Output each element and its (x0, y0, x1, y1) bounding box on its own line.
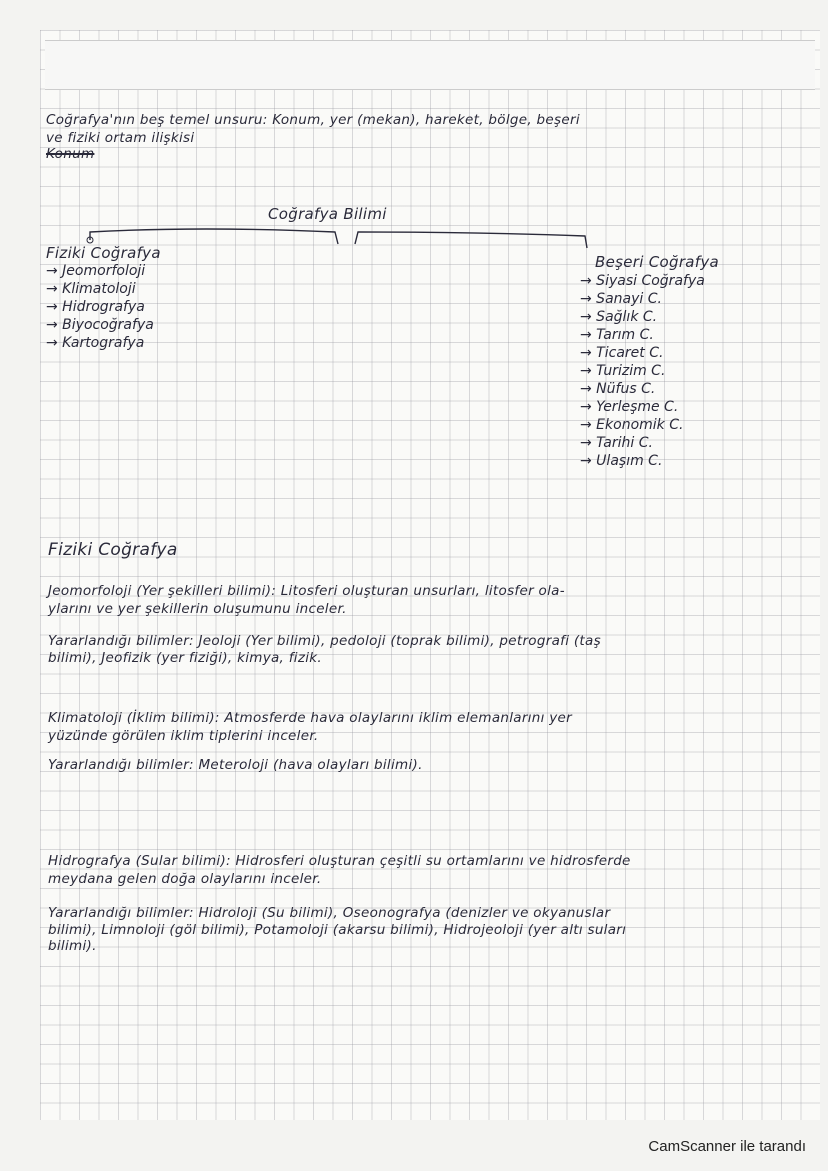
struck-word: Konum (46, 146, 95, 162)
left-branch-heading: Fiziki Coğrafya (46, 244, 161, 262)
jeomorfoloji-sciences-line-2: bilimi), Jeofizik (yer fiziği), kimya, fizik. (48, 650, 322, 666)
list-item: → Nüfus C. (580, 381, 656, 397)
klimatoloji-sciences: Yararlandığı bilimler: Meteroloji (hava olayları bilimi). (48, 757, 423, 773)
jeomorfoloji-line-1: Jeomorfoloji (Yer şekilleri bilimi): Litosferi oluşturan unsurları, litosfer ola- (48, 583, 565, 599)
list-item: → Biyocoğrafya (46, 317, 154, 333)
jeomorfoloji-line-2: ylarını ve yer şekillerin oluşumunu inceler. (48, 601, 347, 617)
list-item: → Jeomorfoloji (46, 263, 146, 279)
klimatoloji-line-1: Klimatoloji (İklim bilimi): Atmosferde hava olaylarını iklim elemanlarını yer (48, 710, 573, 726)
intro-line-2: ve fiziki ortam ilişkisi (46, 130, 195, 146)
right-branch-list (580, 272, 705, 470)
list-item: → Ekonomik C. (580, 417, 684, 433)
hidrografya-line-2: meydana gelen doğa olaylarını inceler. (48, 871, 322, 887)
hidrografya-sciences-line-1: Yararlandığı bilimler: Hidroloji (Su bilimi), Oseonografya (denizler ve okyanuslar (48, 905, 611, 921)
list-item: → Turizim C. (580, 363, 666, 379)
list-item: → Yerleşme C. (580, 399, 679, 415)
section-heading: Fiziki Coğrafya (48, 540, 178, 560)
list-item: → Ulaşım C. (580, 453, 663, 469)
jeomorfoloji-sciences-line-1: Yararlandığı bilimler: Jeoloji (Yer bilimi), pedoloji (toprak bilimi), petrografi (taş (48, 633, 601, 649)
list-item: → Klimatoloji (46, 281, 136, 297)
list-item: → Sanayi C. (580, 291, 662, 307)
list-item: → Kartografya (46, 335, 145, 351)
list-item: → Ticaret C. (580, 345, 664, 361)
page-header-band (45, 40, 815, 90)
list-item: → Tarım C. (580, 327, 654, 343)
list-item: → Sağlık C. (580, 309, 658, 325)
list-item: → Siyasi Coğrafya (580, 273, 705, 289)
list-item: → Tarihi C. (580, 435, 653, 451)
list-item: → Hidrografya (46, 299, 145, 315)
grid-paper (40, 30, 820, 1120)
hidrografya-sciences-line-3: bilimi). (48, 938, 97, 954)
klimatoloji-line-2: yüzünde görülen iklim tiplerini inceler. (48, 728, 319, 744)
left-branch-list (46, 262, 154, 352)
hidrografya-line-1: Hidrografya (Sular bilimi): Hidrosferi oluşturan çeşitli su ortamlarını ve hidrosferde (48, 853, 631, 869)
right-branch-heading: Beşeri Coğrafya (595, 253, 720, 271)
intro-line-1: Coğrafya'nın beş temel unsuru: Konum, yer (mekan), hareket, bölge, beşeri (46, 112, 580, 128)
scanner-watermark: CamScanner ile tarandı (648, 1138, 806, 1155)
diagram-title: Coğrafya Bilimi (268, 205, 387, 223)
hidrografya-sciences-line-2: bilimi), Limnoloji (göl bilimi), Potamoloji (akarsu bilimi), Hidrojeoloji (yer altı suları (48, 922, 627, 938)
